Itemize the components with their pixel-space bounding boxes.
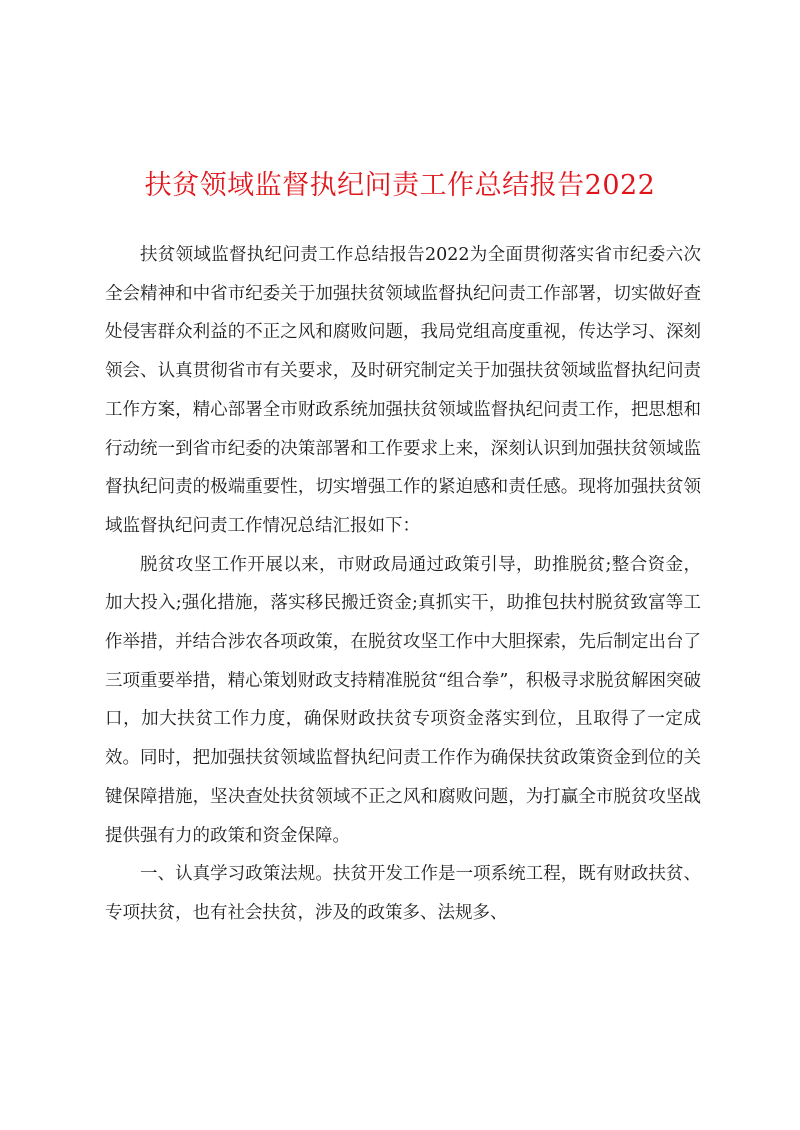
document-title: 扶贫领域监督执纪问责工作总结报告2022 [144, 170, 656, 201]
paragraph-intro: 扶贫领域监督执纪问责工作总结报告2022为全面贯彻落实省市纪委六次全会精神和中省市纪委关于加强扶贫领域监督执纪问责工作部署，切实做好查处侵害群众利益的不正之风和腐败问题，我局党组高度重视，传达学习、深刻领会、认真贯彻省市有关要求，及时研究制定关于加强扶贫领域监督执纪问责工作方案，精心部署全市财政系统加强扶贫领域监督执纪问责工作，把思想和行动统一到省市纪委的决策部署和工作要求上来，深刻认识到加强扶贫领域监督执纪问责的极端重要性，切实增强工作的紧迫感和责任感。现将加强扶贫领域监督执纪问责工作情况总结汇报如下： [105, 245, 701, 536]
paragraph-section-one: 一、认真学习政策法规。扶贫开发工作是一项系统工程，既有财政扶贫、专项扶贫，也有社会扶贫，涉及的政策多、法规多、 [105, 864, 701, 923]
paragraph-overview: 脱贫攻坚工作开展以来，市财政局通过政策引导，助推脱贫;整合资金，加大投入;强化措施，落实移民搬迁资金;真抓实干，助推包扶村脱贫致富等工作举措，并结合涉农各项政策，在脱贫攻坚工作中大胆探索，先后制定出台了三项重要举措，精心策划财政支持精准脱贫“组合拳”，积极寻求脱贫解困突破口，加大扶贫工作力度，确保财政扶贫专项资金落实到位，且取得了一定成效。同时，把加强扶贫领域监督执纪问责工作作为确保扶贫政策资金到位的关键保障措施，坚决查处扶贫领域不正之风和腐败问题，为打赢全市脱贫攻坚战提供强有力的政策和资金保障。 [105, 554, 701, 846]
document-body [105, 236, 701, 933]
